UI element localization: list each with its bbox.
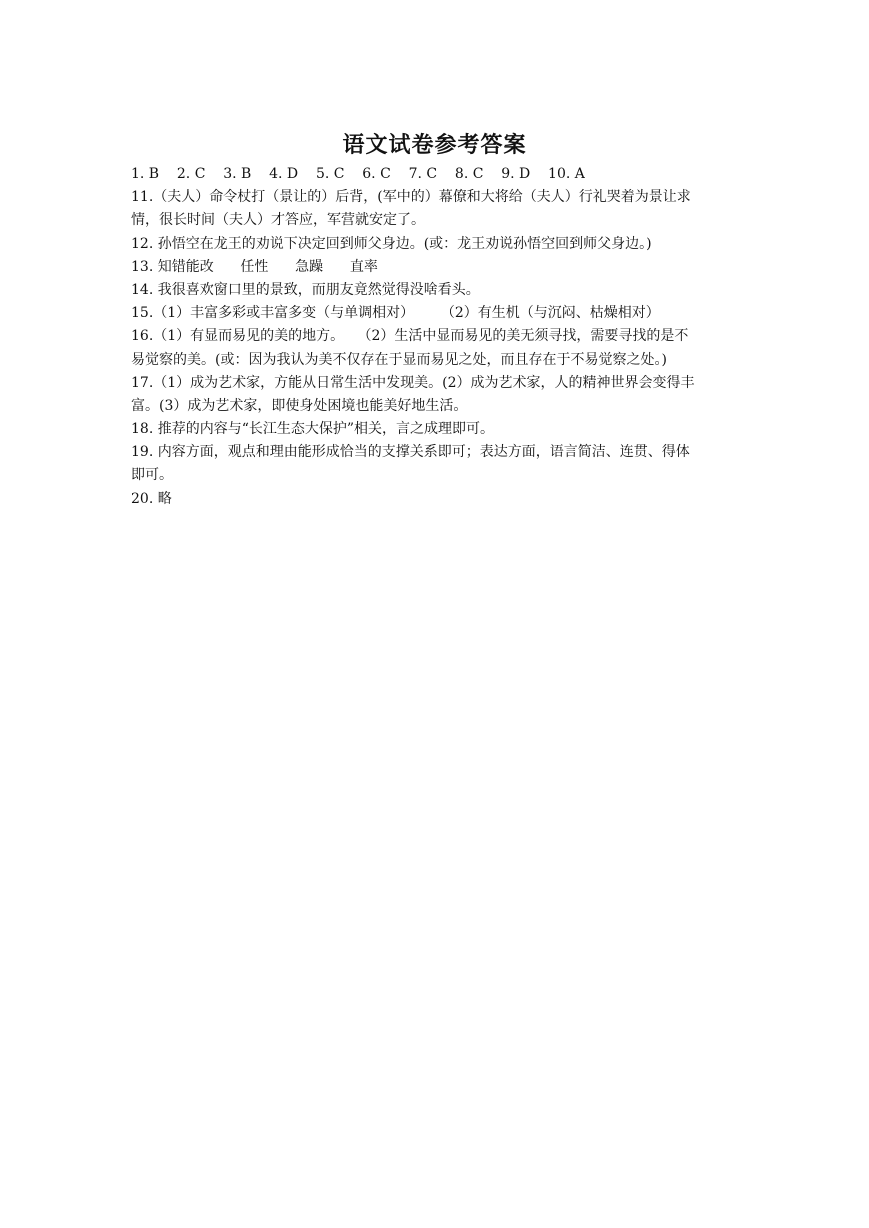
- answer-line: 19. 内容方面，观点和理由能形成恰当的支撑关系即可；表达方面，语言简洁、连贯、得体: [131, 444, 690, 461]
- answer-line: 12. 孙悟空在龙王的劝说下决定回到师父身边。(或：龙王劝说孙悟空回到师父身边。): [131, 235, 652, 252]
- document-title: 语文试卷参考答案: [342, 133, 527, 158]
- answer-line: 14. 我很喜欢窗口里的景致，而朋友竟然觉得没啥看头。: [131, 281, 480, 298]
- answer-list: [131, 163, 741, 511]
- answer-line: 即可。: [131, 467, 173, 484]
- answer-line: 13. 知错能改 任性 急躁 直率: [131, 258, 378, 275]
- answer-line: 20. 略: [131, 490, 172, 507]
- answer-line: 富。(3）成为艺术家，即使身处困境也能美好地生活。: [131, 397, 468, 414]
- answer-line: 15.（1）丰富多彩或丰富多变（与单调相对） （2）有生机（与沉闷、枯燥相对）: [131, 305, 660, 322]
- answer-line: 18. 推荐的内容与“长江生态大保护”相关，言之成理即可。: [131, 421, 495, 438]
- answer-line: 1. B 2. C 3. B 4. D 5. C 6. C 7. C 8. C 9. D 10. A: [131, 166, 585, 182]
- answer-line: 16.（1）有显而易见的美的地方。 （2）生活中显而易见的美无须寻找，需要寻找的是不: [131, 328, 689, 345]
- answer-line: 17.（1）成为艺术家，方能从日常生活中发现美。(2）成为艺术家，人的精神世界会变得丰: [131, 374, 695, 391]
- answer-line: 易觉察的美。(或：因为我认为美不仅存在于显而易见之处，而且存在于不易觉察之处。): [131, 351, 667, 368]
- answer-line: 11.（夫人）命令杖打（景让的）后背，(军中的）幕僚和大将给（夫人）行礼哭着为景让求: [131, 189, 691, 206]
- answer-line: 情，很长时间（夫人）才答应，军营就安定了。: [131, 212, 425, 229]
